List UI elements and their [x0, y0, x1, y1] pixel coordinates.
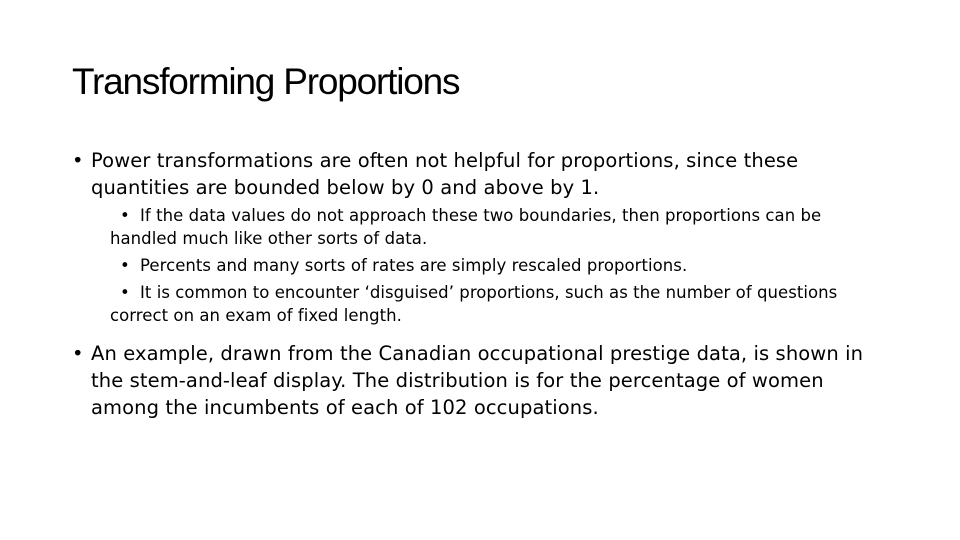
sub-bullet-list — [110, 204, 860, 327]
sub-bullet-boundaries — [110, 204, 860, 250]
bullet-text: An example, drawn from the Canadian occupational prestige data, is shown in the stem-and-leaf display. The distribution is for the percentage of women among the incumbents of each of 102 occupations. — [91, 342, 864, 419]
sub-bullet-marker: • — [120, 206, 130, 225]
bullet-marker: • — [72, 149, 84, 172]
sub-bullet-percents — [110, 254, 860, 277]
sub-bullet-text: It is common to encounter ‘disguised’ proportions, such as the number of questions correct on an exam of fixed length. — [110, 283, 838, 325]
sub-bullet-marker: • — [120, 283, 130, 302]
bullet-marker: • — [72, 342, 84, 365]
bullet-text: Power transformations are often not helpful for proportions, since these quantities are bounded below by 0 and above by 1. — [91, 149, 799, 199]
bullet-canadian-example — [72, 340, 891, 421]
sub-bullet-text: If the data values do not approach these two boundaries, then proportions can be handled much like other sorts of data. — [110, 206, 822, 248]
sub-bullet-text: Percents and many sorts of rates are simply rescaled proportions. — [140, 256, 688, 275]
sub-bullet-marker: • — [120, 256, 130, 275]
sub-bullet-disguised-proportions — [110, 281, 860, 327]
bullet-power-transformations — [72, 147, 881, 201]
slide-title: Transforming Proportions — [72, 61, 460, 102]
